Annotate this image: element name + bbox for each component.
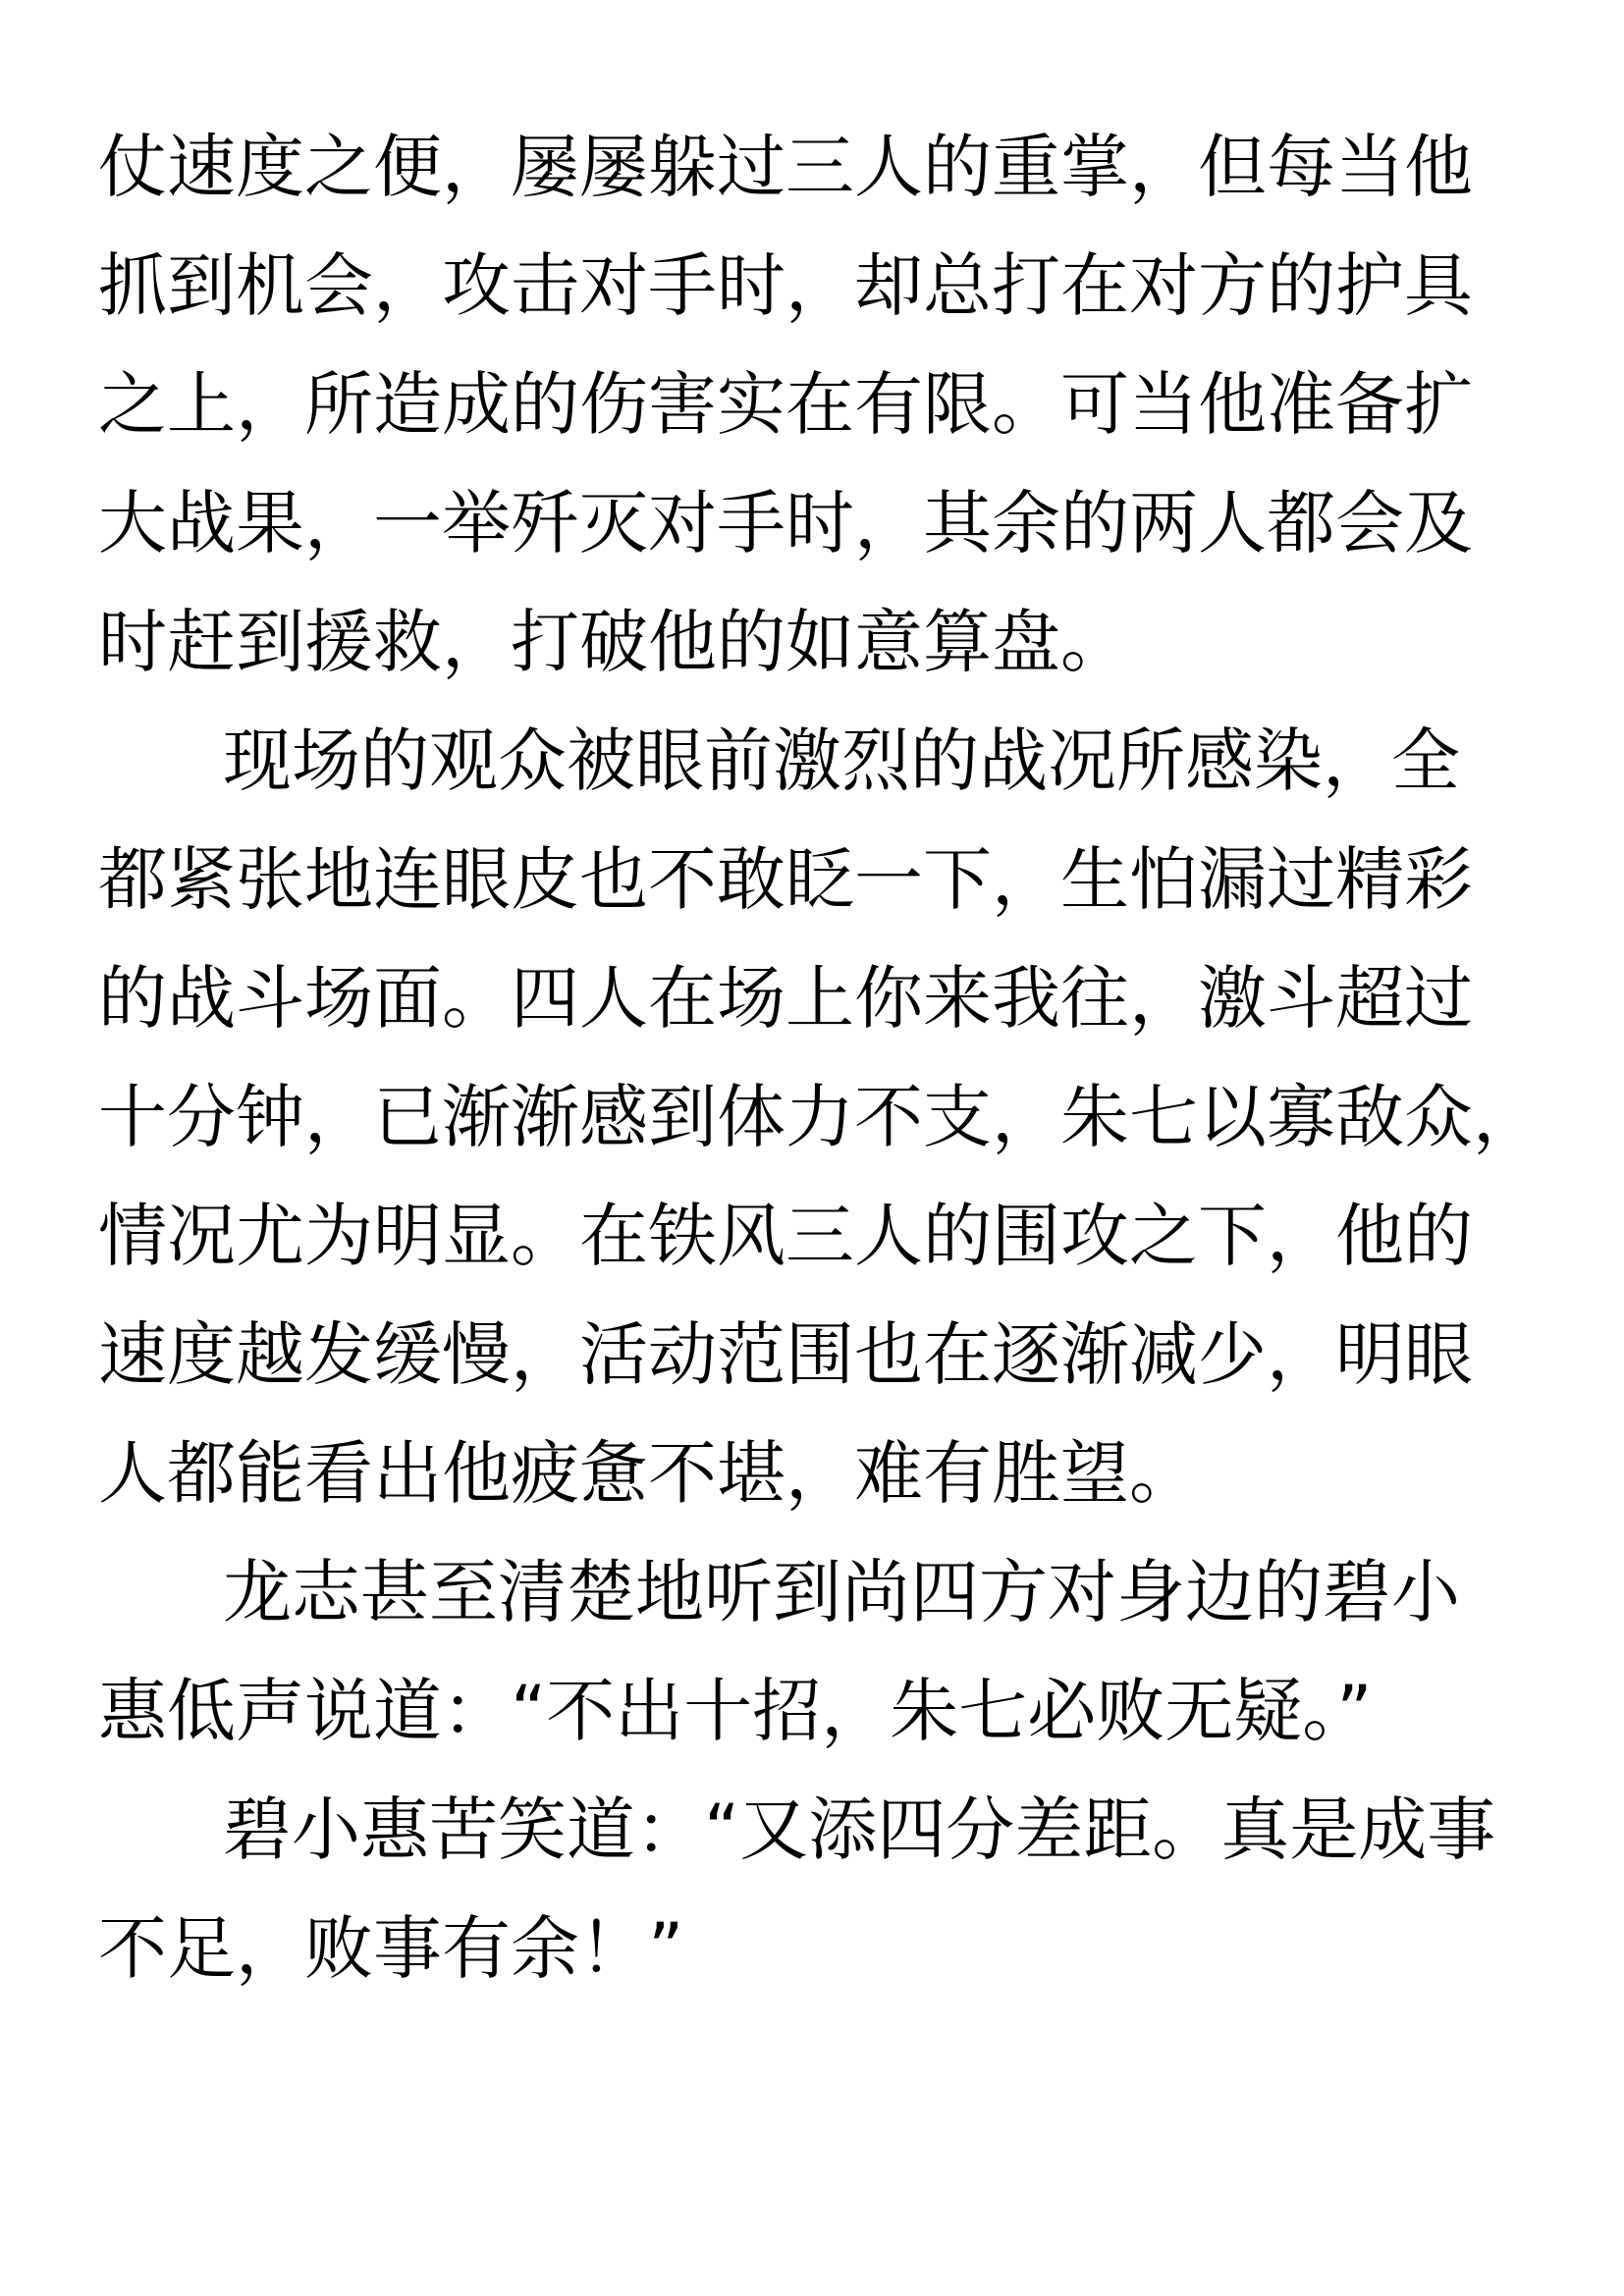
text-line: 之上，所造成的伤害实在有限。可当他准备扩 xyxy=(98,364,1473,445)
paragraph-1 xyxy=(98,108,1534,702)
text-line: 的战斗场面。四人在场上你来我往，激斗超过 xyxy=(98,958,1473,1039)
text-line: 抓到机会，攻击对手时，却总打在对方的护具 xyxy=(98,245,1473,326)
text-line: 碧小惠苦笑道：“又添四分差距。真是成事 xyxy=(223,1789,1496,1870)
text-line: 大战果，一举歼灭对手时，其余的两人都会及 xyxy=(98,483,1473,563)
text-line: 仗速度之便，屡屡躲过三人的重掌，但每当他 xyxy=(98,127,1473,207)
text-line: 现场的观众被眼前激烈的战况所感染，全 xyxy=(223,721,1460,801)
text-line: 龙志甚至清楚地听到尚四方对身边的碧小 xyxy=(223,1552,1460,1632)
paragraph-3 xyxy=(98,1533,1534,1771)
text-line: 人都能看出他疲惫不堪，难有胜望。 xyxy=(98,1433,1198,1514)
text-line: 十分钟，已渐渐感到体力不支，朱七以寡敌众， xyxy=(98,1077,1542,1157)
body-text xyxy=(98,108,1542,2008)
text-line: 惠低声说道：“不出十招，朱七必败无疑。” xyxy=(98,1671,1373,1751)
text-line: 不足，败事有余！” xyxy=(98,1908,684,1989)
paragraph-2 xyxy=(98,702,1542,1533)
text-line: 时赶到援救，打破他的如意算盘。 xyxy=(98,602,1129,682)
text-line: 速度越发缓慢，活动范围也在逐渐减少，明眼 xyxy=(98,1314,1473,1395)
text-line: 都紧张地连眼皮也不敢眨一下，生怕漏过精彩 xyxy=(98,839,1473,920)
text-line: 情况尤为明显。在铁风三人的围攻之下，他的 xyxy=(98,1196,1473,1276)
paragraph-4 xyxy=(98,1771,1534,2008)
